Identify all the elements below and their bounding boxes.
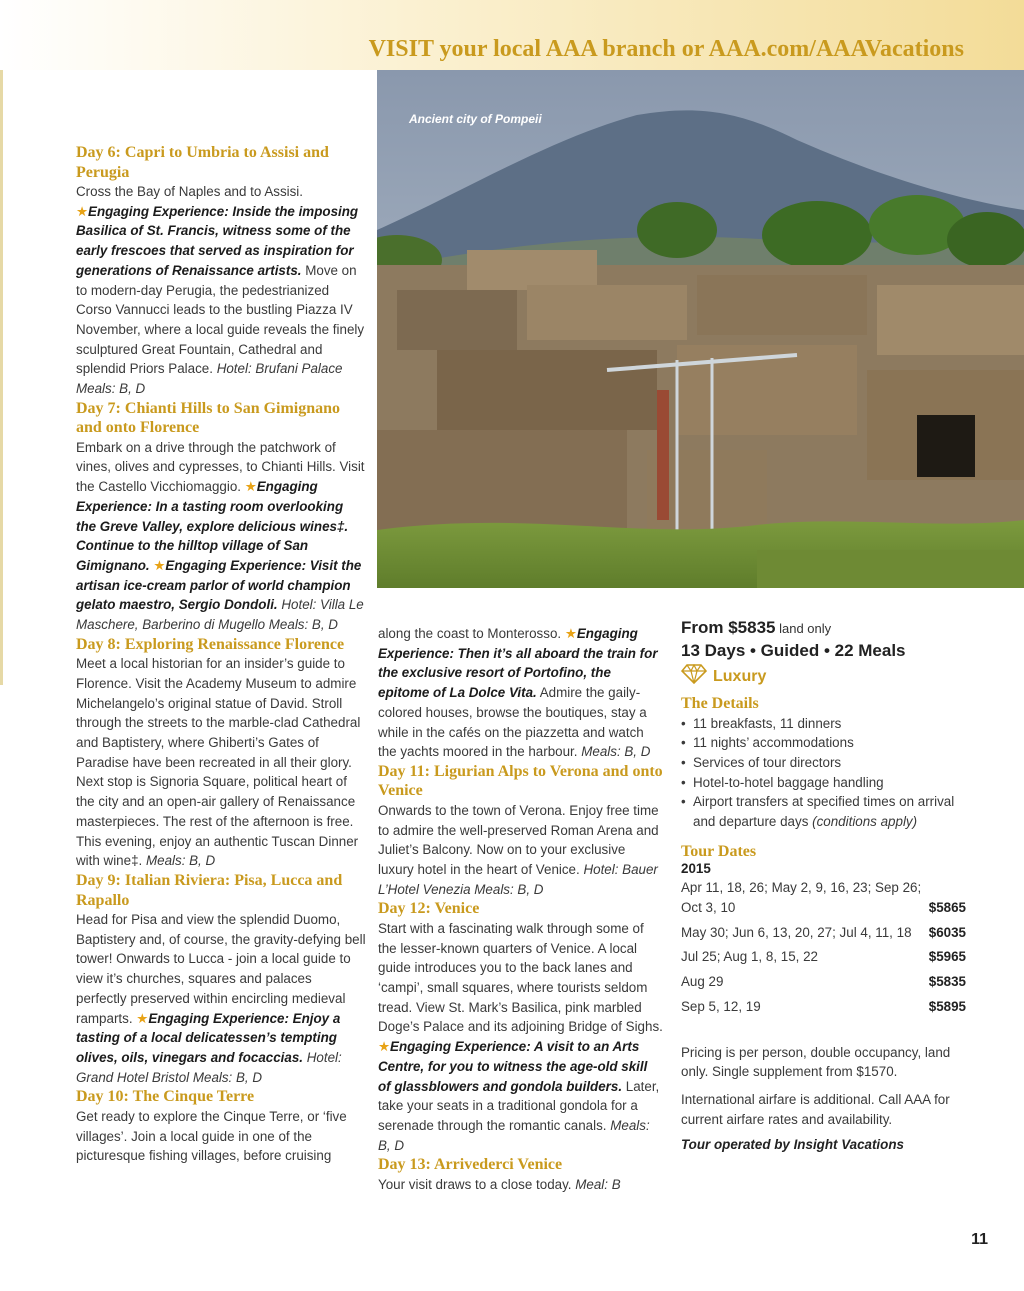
star-icon: ★	[244, 479, 257, 495]
day-12-text: Start with a fascinating walk through some of the lesser-known quarters of Venice. A local guide introduces you to the back lanes and ‘campi’, small squares, where tourists seldom tread. View St. Mark’s Basilica, pink marbled Doge’s Palace and its adjoining Bridge of Sighs.	[378, 920, 663, 1035]
day-10-title: Day 10: The Cinque Terre	[76, 1088, 255, 1106]
date-list: Apr 11, 18, 26; May 2, 9, 16, 23; Sep 26; Oct 3, 10	[681, 880, 922, 916]
pricing-note: Pricing is per person, double occupancy, land only. Single supplement from $1570.	[681, 1044, 951, 1080]
day-8-text: Meet a local historian for an insider’s guide to Florence. Visit the Academy Museum to admire Michelangelo’s original statue of David. Stroll through the streets to the marble-clad Cathedral and Baptistery, where Ghiberti’s Gates of Paradise have been recreated in all their glory. Next stop is Signoria Square, political heart of the city and an open-air gallery of Renaissance masterpieces. The rest of the afternoon is free. This evening, enjoy an authentic Tuscan Dinner with wine‡.	[76, 656, 361, 869]
star-icon: ★	[76, 203, 89, 219]
day-11-hotel: Hotel: Bauer L’Hotel Venezia Meals: B, D	[378, 862, 658, 897]
day-11-title: Day 11: Ligurian Alps to Verona and onto Venice	[378, 762, 663, 800]
day-8-title: Day 8: Exploring Renaissance Florence	[76, 635, 345, 653]
date-list: Aug 29	[681, 974, 724, 990]
day-7-text: Embark on a drive through the patchwork of vines, olives and cypresses, to Chianti Hills. Visit the Castello Vicchiomaggio.	[76, 439, 365, 495]
day-7-experience-1: Engaging Experience: In a tasting room overlooking the Greve Valley, explore delicious wines‡. Continue to the hilltop village of San Gimignano.	[76, 479, 349, 573]
day-10-text-cont: along the coast to Monterosso.	[378, 626, 565, 641]
day-13-body	[378, 1175, 663, 1195]
luxury-label: Luxury	[713, 668, 767, 686]
tour-summary-column	[681, 618, 966, 1155]
details-item: • Hotel-to-hotel baggage handling	[681, 773, 966, 793]
day-12-text-2: Later, take your seats in a traditional gondola for a serenade through the romantic canals.	[378, 1078, 660, 1133]
day-7-hotel: Hotel: Villa Le Maschere, Barberino di Mugello Meals: B, D	[76, 597, 364, 633]
date-row-content	[681, 878, 966, 917]
tour-operator: Tour operated by Insight Vacations	[681, 1137, 904, 1153]
star-icon: ★	[564, 626, 577, 641]
tour-dates-title: Tour Dates	[681, 842, 757, 860]
day-9-body	[76, 910, 366, 1087]
day-6-meals: Meals: B, D	[76, 381, 146, 397]
day-6-hotel: Hotel: Brufani Palace	[216, 361, 343, 377]
details-title: The Details	[681, 695, 759, 713]
day-13-meals: Meal: B	[575, 1176, 621, 1192]
day-10-text-2: Admire the gaily-colored houses, browse the boutiques, stay a while in the cafés on the piazzetta and watch the yachts moored in the harbour.	[378, 685, 647, 760]
star-icon: ★	[153, 557, 166, 573]
airfare-note: International airfare is additional. Call AAA for current airfare rates and availability.	[681, 1091, 950, 1127]
details-item: • 11 breakfasts, 11 dinners	[681, 714, 966, 734]
header-banner	[0, 0, 1024, 70]
day-7-body	[76, 438, 366, 635]
date-row	[681, 878, 966, 917]
day-10-meals: Meals: B, D	[581, 744, 651, 760]
from-price: From $5835	[681, 618, 776, 637]
price-line	[681, 618, 966, 639]
day-9-text: Head for Pisa and view the splendid Duomo, Baptistery and, of course, the gravity-defying bell tower! Onwards to Lucca - join a local guide to view it’s churches, squares and palaces perfectly preserved within encircling medieval ramparts.	[76, 912, 366, 1026]
date-list: May 30; Jun 6, 13, 20, 27; Jul 4, 11, 18	[681, 924, 912, 940]
date-list: Jul 25; Aug 1, 8, 15, 22	[681, 949, 818, 965]
day-12-title: Day 12: Venice	[378, 900, 480, 918]
day-6-text: Cross the Bay of Naples and to Assisi.	[76, 184, 304, 199]
diamond-icon	[681, 664, 707, 690]
day-6-body	[76, 182, 366, 399]
date-row	[681, 923, 966, 943]
day-6-experience: Engaging Experience: Inside the imposing Basilica of St. Francis, witness some of the early frescoes that served as inspiration for generations of Renaissance artists.	[76, 203, 359, 278]
day-9-title: Day 9: Italian Riviera: Pisa, Lucca and Rapallo	[76, 872, 343, 909]
luxury-tier	[681, 664, 966, 690]
page-number: 11	[971, 1231, 988, 1248]
itinerary-column-2	[378, 624, 663, 1195]
day-7-title: Day 7: Chianti Hills to San Gimignano and onto Florence	[76, 399, 341, 437]
day-12-experience: Engaging Experience: A visit to an Arts Centre, for you to witness the age-old skill of glassblowers and gondola builders.	[378, 1039, 648, 1094]
land-only-label: land only	[775, 621, 832, 636]
date-row	[681, 947, 966, 967]
details-note: (conditions apply)	[812, 814, 918, 830]
date-row	[681, 997, 966, 1017]
tour-duration: 13 Days • Guided • 22 Meals	[681, 640, 906, 660]
day-8-meals: Meals: B, D	[145, 853, 216, 869]
details-item-text: Airport transfers at specified times on arrival and departure days	[693, 794, 955, 830]
tour-year: 2015	[681, 861, 711, 877]
day-11-text: Onwards to the town of Verona. Enjoy free time to admire the well-preserved Roman Arena and Juliet’s Balcony. Now on to your exclusive luxury hotel in the heart of Venice.	[378, 802, 659, 878]
itinerary-column-1	[76, 143, 366, 1166]
day-9-hotel: Hotel: Grand Hotel Bristol Meals: B, D	[76, 1049, 342, 1085]
photo-caption: Ancient city of Pompeii	[409, 112, 542, 126]
day-13-text: Your visit draws to a close today.	[378, 1176, 576, 1192]
date-price: $5865	[928, 900, 966, 916]
left-edge-rule	[0, 70, 3, 685]
pompeii-photo	[377, 70, 1024, 588]
day-11-body	[378, 801, 663, 900]
date-price: $5895	[928, 998, 966, 1014]
day-8-body	[76, 654, 366, 871]
day-6-text-2: Move on to modern-day Perugia, the pedestrianized Corso Vannucci leads to the bustling Piazza IV November, where a local guide reveals the finely sculptured Great Fountain, Cathedral and splendid Priors Palace.	[76, 262, 365, 377]
date-price: $6035	[928, 924, 966, 940]
details-list	[681, 714, 966, 832]
day-7-experience-2: Engaging Experience: Visit the artisan ice-cream parlor of world champion gelato maestro, Sergio Dondoli.	[76, 557, 362, 613]
star-icon: ★	[378, 1039, 391, 1055]
date-row	[681, 972, 966, 992]
date-price: $5835	[928, 974, 966, 990]
day-6-title: Day 6: Capri to Umbria to Assisi and Perugia	[76, 144, 329, 181]
details-item	[681, 792, 966, 831]
details-item: • 11 nights’ accommodations	[681, 733, 966, 753]
details-item: • Services of tour directors	[681, 753, 966, 773]
day-10-body-continued	[378, 624, 663, 762]
day-10-experience: Engaging Experience: Then it’s all aboard the train for the exclusive resort of Portofino, the epitome of La Dolce Vita.	[378, 626, 658, 701]
star-icon: ★	[136, 1010, 149, 1026]
day-9-experience: Engaging Experience: Enjoy a tasting of a local delicatessen’s tempting olives, oils, vinegars and focaccias.	[76, 1010, 341, 1065]
day-12-body	[378, 919, 663, 1155]
visit-link-text[interactable]: VISIT your local AAA branch or AAA.com/AAAVacations	[368, 36, 964, 62]
day-10-body: Get ready to explore the Cinque Terre, or ‘five villages’. Join a local guide in one of the picturesque fishing villages, before cruising	[76, 1108, 347, 1164]
day-12-meals: Meals: B, D	[378, 1117, 650, 1153]
date-list: Sep 5, 12, 19	[681, 998, 761, 1014]
day-13-title: Day 13: Arrivederci Venice	[378, 1156, 563, 1174]
date-price: $5965	[928, 949, 966, 965]
